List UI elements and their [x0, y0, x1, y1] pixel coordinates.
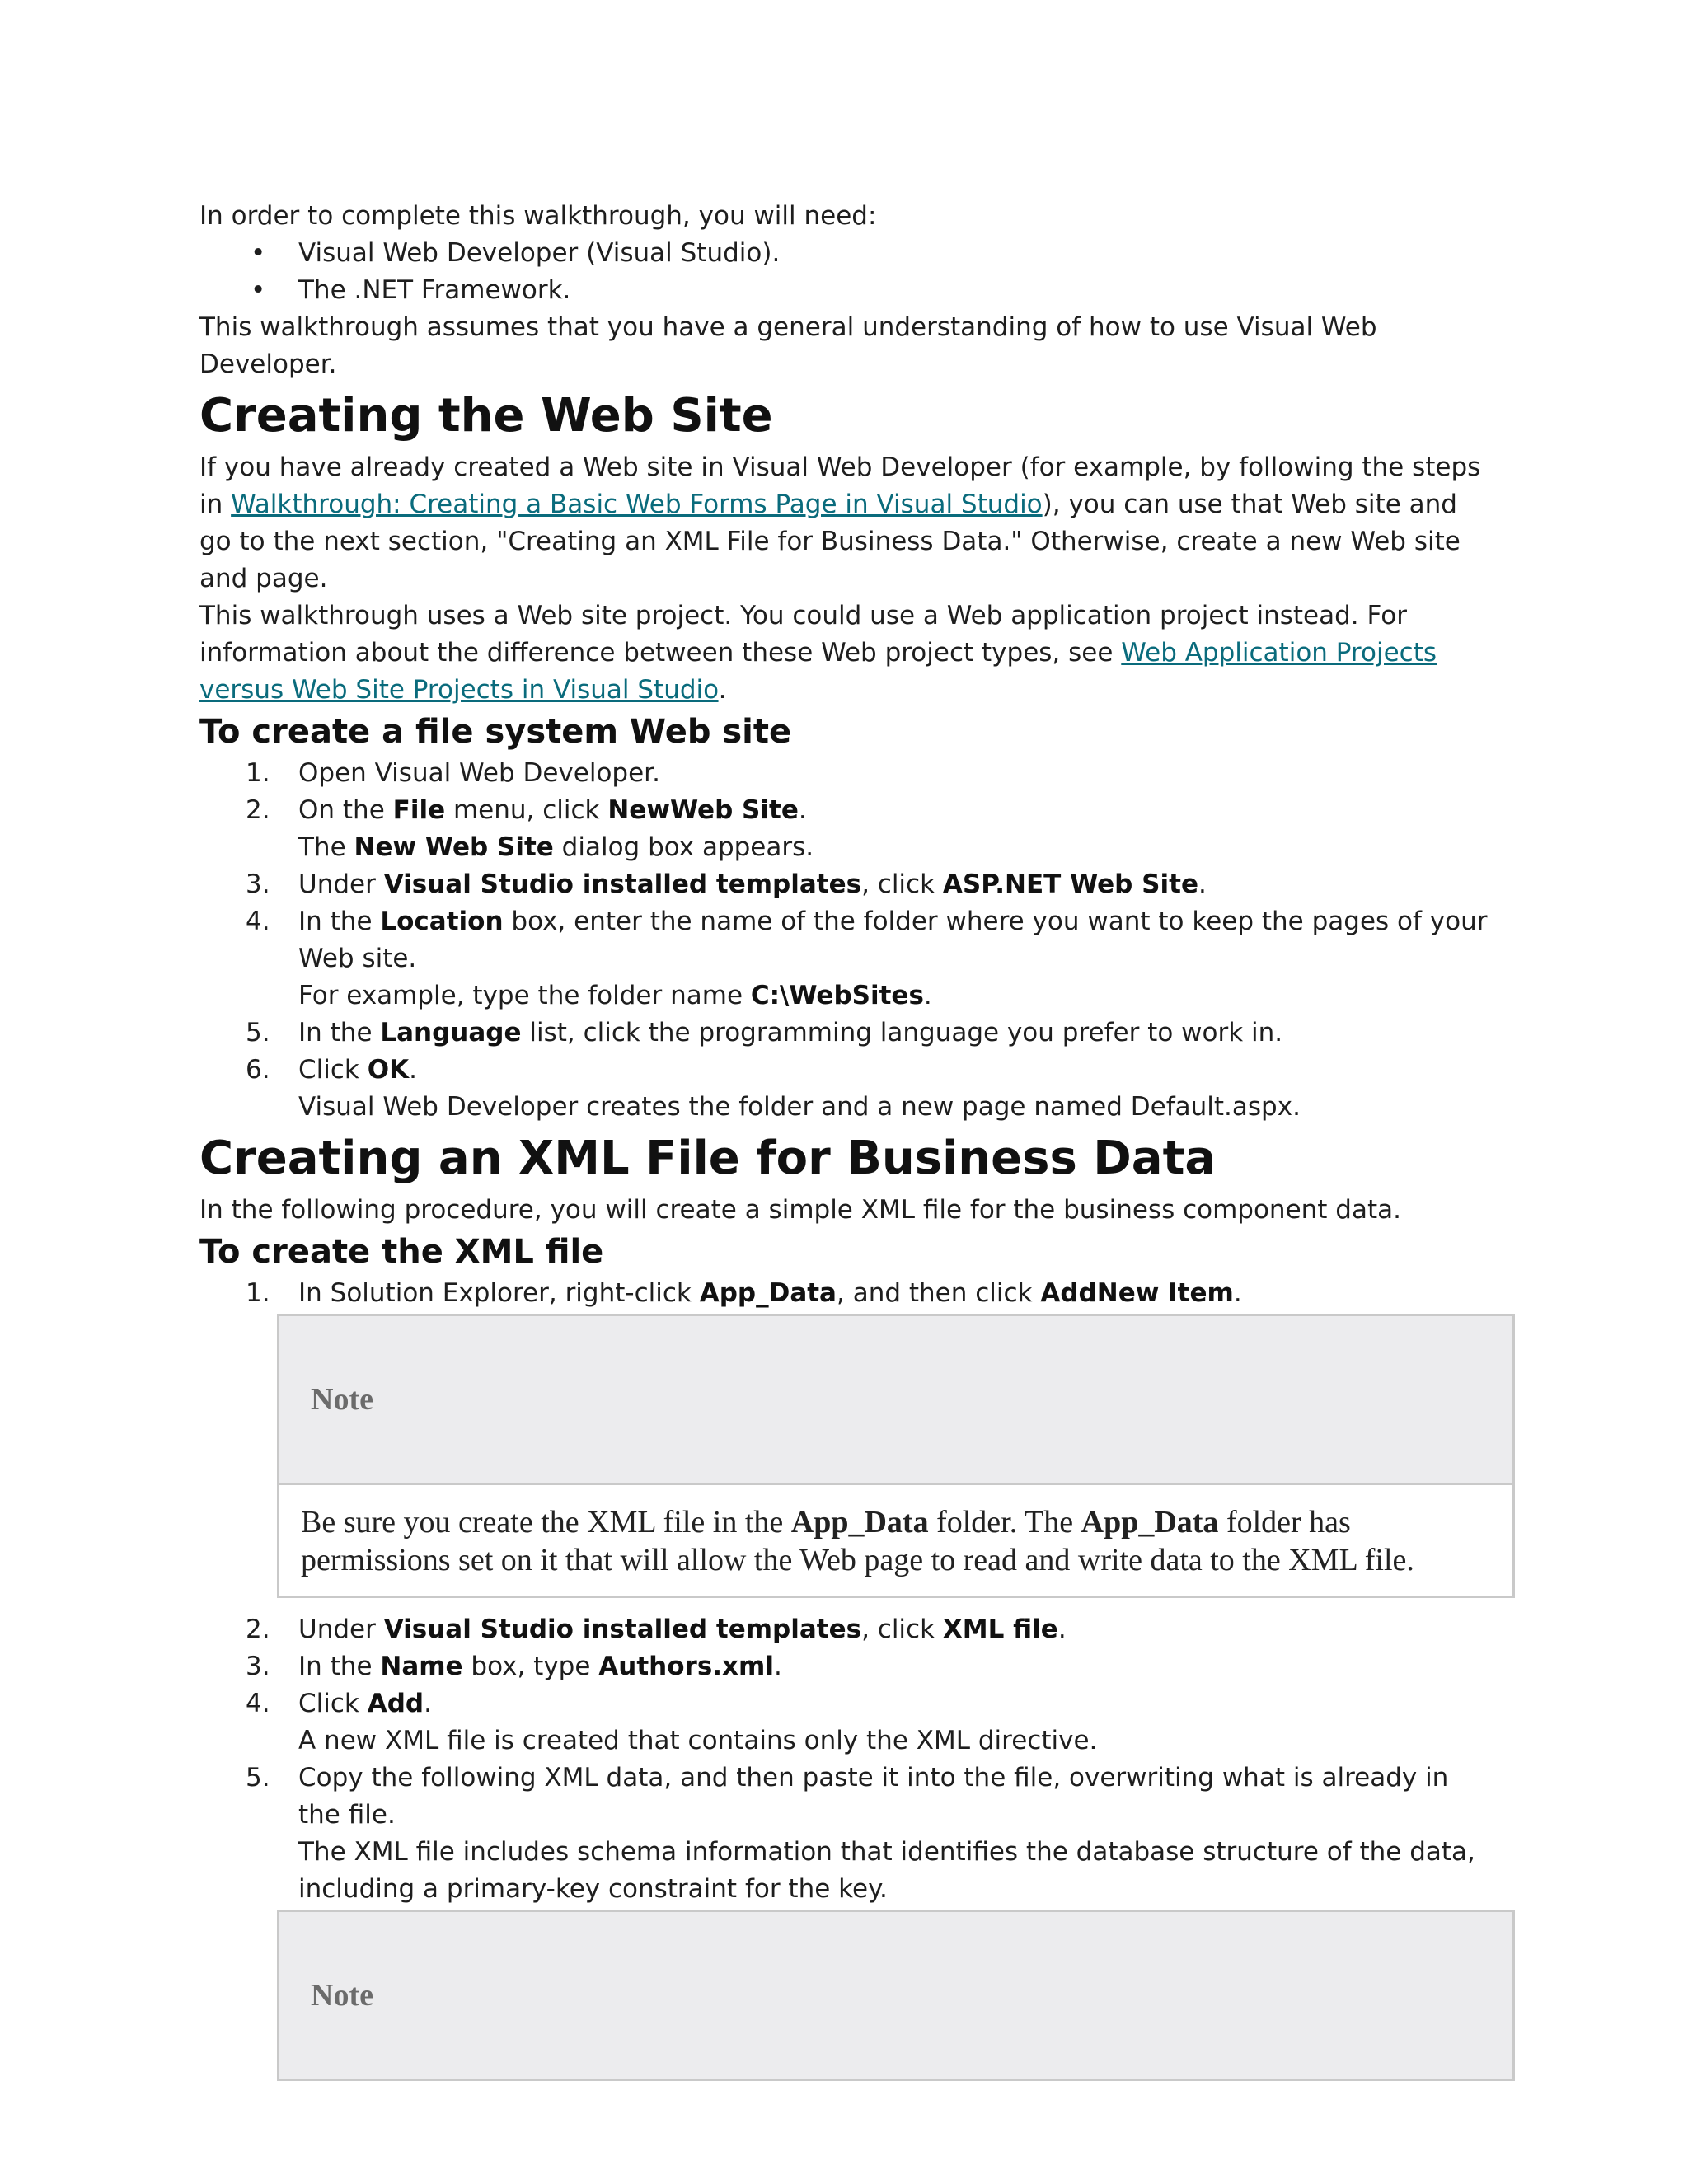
- list-item: • Visual Web Developer (Visual Studio).: [199, 235, 1493, 272]
- procedure-title-create-xml-file: To create the XML file: [199, 1233, 604, 1271]
- document-page: [199, 198, 1493, 2094]
- note-heading: Note: [279, 1912, 1512, 2079]
- walkthrough-link[interactable]: Walkthrough: Creating a Basic Web Forms Page in Visual Studio: [231, 490, 1043, 519]
- step-item: 3. Under Visual Studio installed templates, click ASP.NET Web Site.: [246, 869, 1207, 899]
- paragraph: If you have already created a Web site in Visual Web Developer (for example, by following the steps in Walkthrough: Creating a Basic Web Forms Page in Visual Studio), you can use that Web site and go to the next section, "Creating an XML File for Business Data." Otherwise, create a new Web site and page.: [199, 452, 1481, 593]
- paragraph: This walkthrough uses a Web site project. You could use a Web application project instead. For information about the difference between these Web project types, see Web Application Projects versus Web Site Projects in Visual Studio.: [199, 601, 1437, 705]
- note-box: [277, 1314, 1515, 1598]
- note-body: Be sure you create the XML file in the App_Data folder. The App_Data folder has permissions set on it that will allow the Web page to read and write data to the XML file.: [301, 1505, 1414, 1577]
- step-item: 6. Click OK. Visual Web Developer creates the folder and a new page named Default.aspx.: [246, 1055, 1301, 1122]
- web-project-types-link[interactable]: Web Application Projects versus Web Site Projects in Visual Studio: [199, 638, 1437, 705]
- note-box: [277, 1910, 1515, 2081]
- procedure-steps: [199, 1275, 1493, 1312]
- procedure-steps: [199, 755, 1493, 1126]
- step-item: 1. Open Visual Web Developer.: [246, 758, 660, 788]
- requirements-lead: In order to complete this walkthrough, you will need:: [199, 201, 877, 231]
- bullet-icon: •: [251, 238, 266, 268]
- paragraph: In the following procedure, you will create a simple XML file for the business component data.: [199, 1195, 1401, 1225]
- step-item: 5. In the Language list, click the programming language you prefer to work in.: [246, 1018, 1283, 1047]
- step-item: 3. In the Name box, type Authors.xml.: [246, 1652, 782, 1681]
- procedure-steps-continued: [199, 1611, 1493, 1908]
- section-title-creating-web-site: Creating the Web Site: [199, 389, 773, 443]
- requirements-list: [199, 235, 1493, 309]
- list-item: • The .NET Framework.: [199, 272, 1493, 309]
- step-item: 4. In the Location box, enter the name of the folder where you want to keep the pages of your Web site. For example, type the folder name C:\WebSites.: [246, 907, 1488, 1010]
- procedure-title-file-system-web-site: To create a file system Web site: [199, 713, 792, 751]
- section-title-xml-file: Creating an XML File for Business Data: [199, 1132, 1217, 1185]
- assumption-text: This walkthrough assumes that you have a general understanding of how to use Visual Web Developer.: [199, 312, 1377, 379]
- step-item: 2. On the File menu, click NewWeb Site. The New Web Site dialog box appears.: [246, 795, 814, 862]
- bullet-icon: •: [251, 275, 266, 305]
- step-item: 2. Under Visual Studio installed templates, click XML file.: [246, 1615, 1067, 1644]
- step-item: 5. Copy the following XML data, and then paste it into the file, overwriting what is already in the file. The XML file includes schema information that identifies the database structure of the data, including a primary-key constraint for the key.: [246, 1763, 1475, 1904]
- note-heading: Note: [279, 1316, 1512, 1485]
- step-item: 1. In Solution Explorer, right-click App_Data, and then click AddNew Item.: [246, 1278, 1242, 1308]
- step-item: 4. Click Add. A new XML file is created that contains only the XML directive.: [246, 1689, 1098, 1755]
